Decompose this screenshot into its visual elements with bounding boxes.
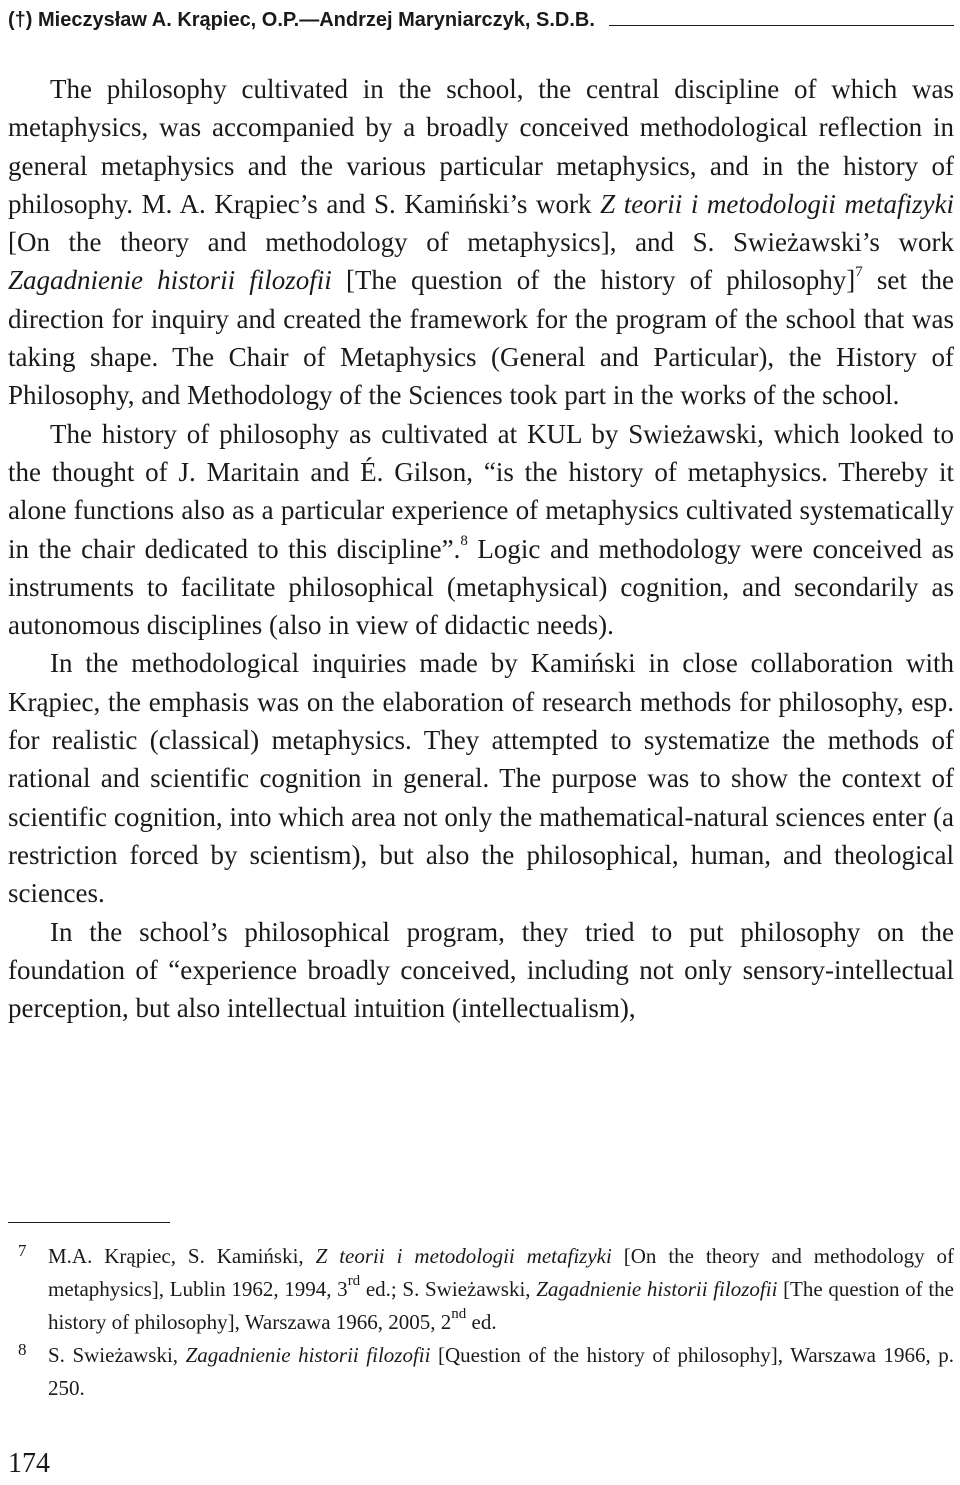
- footnote-ref-7: 7: [855, 264, 863, 281]
- paragraph-1: The philosophy cultivated in the school, the central discipline of which was metaphysics, was accompanied by a broadly conceived methodological reflection in general metaphysics and the various particular metaphysics, and in the history of philosophy. M. A. Krąpiec’s and S. Kamiński’s work Z teorii i metodologii metafizyki [On the theory and methodology of metaphysics], and S. Swieżawski’s work Zagadnienie historii filozofii [The question of the history of philosophy]$^7$ set the direction for inquiry and created the framework for the program of the school that was taking shape. The Chair of Metaphysics (General and Particular), the History of Philosophy, and Methodology of the Sciences took part in the works of the school.: [8, 74, 954, 411]
- footnote-7: [8, 1240, 954, 1339]
- footnotes: [8, 1240, 954, 1405]
- running-head-rule: [609, 25, 954, 26]
- footnote-text: S. Swieżawski, Zagadnienie historii filozofii [Question of the history of philosophy], Warszawa 1966, p. 250.: [48, 1343, 954, 1400]
- footnote-text: M.A. Krąpiec, S. Kamiński, Z teorii i metodologii metafizyki [On the theory and methodology of metaphysics], Lublin 1962, 1994, 3rd ed.; S. Swieżawski, Zagadnienie historii filozofii [The question of the history of philosophy], Warszawa 1966, 2005, 2nd ed.: [48, 1244, 954, 1334]
- footnote-separator: [8, 1222, 170, 1223]
- page-number: 174: [8, 1448, 50, 1479]
- footnote-number: 7: [18, 1241, 27, 1260]
- footnote-ref-8: 8: [460, 532, 468, 549]
- running-head-text: (†) Mieczysław A. Krąpiec, O.P.—Andrzej Maryniarczyk, S.D.B.: [8, 9, 595, 31]
- footnote-number: 8: [18, 1340, 27, 1359]
- footnote-8: [8, 1339, 954, 1405]
- body-text: [8, 70, 954, 1027]
- book-title: Zagadnienie historii filozofii: [8, 265, 332, 296]
- paragraph-2: The history of philosophy as cultivated at KUL by Swieżawski, which looked to the thought of J. Maritain and É. Gilson, “is the history of metaphysics. Thereby it alone functions also as a particular experience of metaphysics cultivated systematically in the chair dedicated to this discipline”.$^8$ Logic and methodology were conceived as instruments to facilitate philosophical (metaphysical) cognition, and secondarily as autonomous disciplines (also in view of didactic needs).: [8, 418, 954, 641]
- book-title: Z teorii i metodologii metafizyki: [600, 188, 954, 219]
- paragraph-3: In the methodological inquiries made by Kamiński in close collaboration with Krąpiec, the emphasis was on the elaboration of research methods for philosophy, esp. for realistic (classical) metaphysics. They attempted to systematize the methods of rational and scientific cognition in general. The purpose was to show the context of scientific cognition, into which area not only the mathematical-natural sciences enter (a restriction forced by scientism), but also the philosophical, human, and theological sciences.: [8, 648, 954, 909]
- running-head: [8, 2, 954, 32]
- paragraph-4: In the school’s philosophical program, they tried to put philosophy on the foundation of “experience broadly conceived, including not only sensory-intellectual perception, but also intellectual intuition (intellectualism),: [8, 916, 954, 1024]
- book-page: [8, 0, 954, 1485]
